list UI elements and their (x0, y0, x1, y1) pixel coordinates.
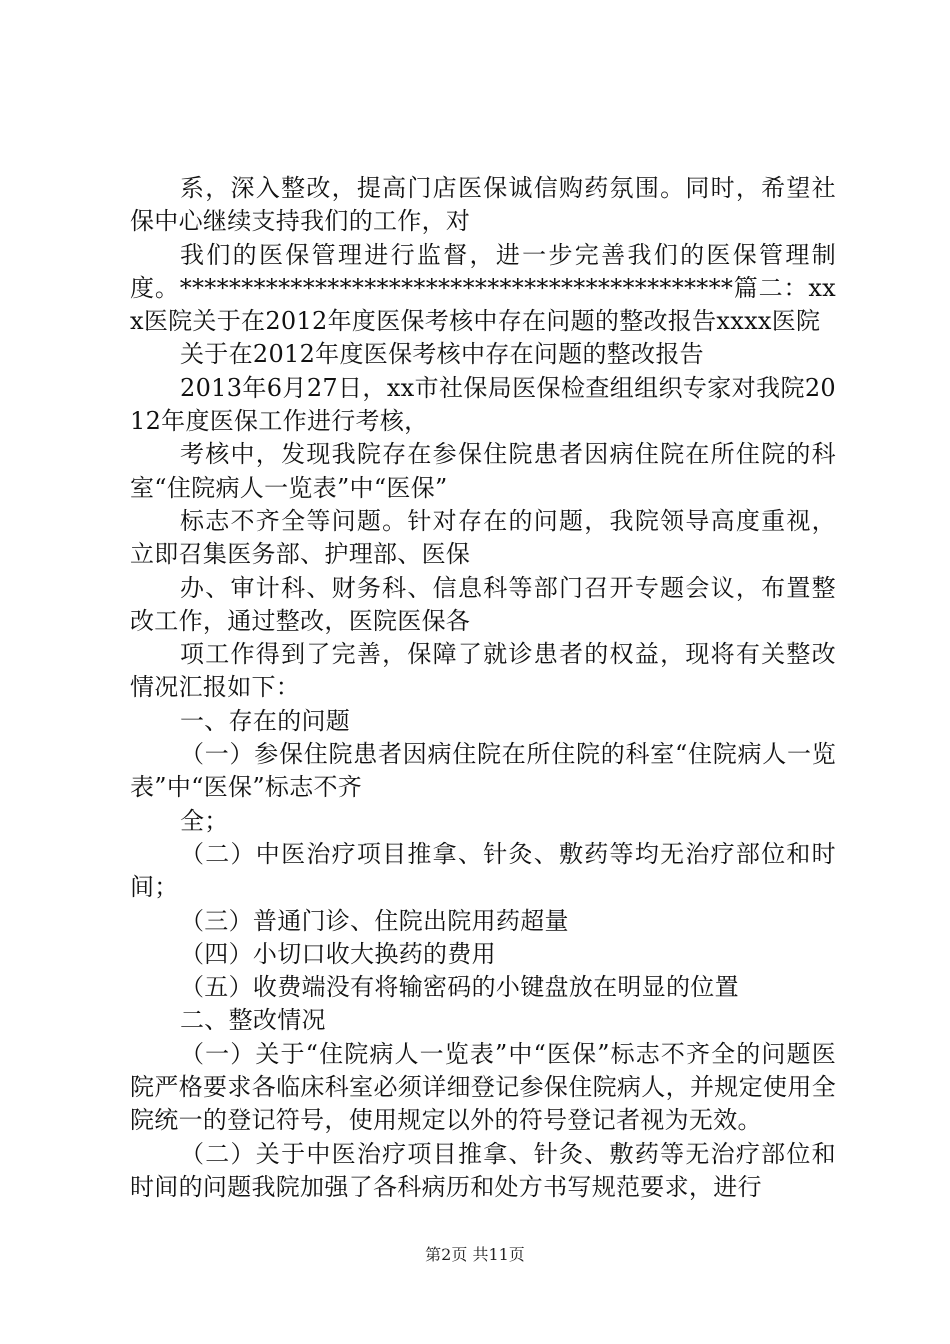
section-heading: 一、存在的问题 (180, 706, 351, 735)
paragraph: 2013年6月27日，xx市社保局医保检查组组织专家对我院2012年度医保工作进行考核， (130, 373, 836, 436)
paragraph: 系，深入整改，提高门店医保诚信购药氛围。同时，希望社保中心继续支持我们的工作，对 (130, 174, 836, 236)
list-item: （三）普通门诊、住院出院用药超量 (180, 906, 569, 935)
paragraph: 我们的医保管理进行监督，进一步完善我们的医保管理制度。*********************************************篇二：xxx医院关于在2012年度医保考核中存在问题的整改报告xxxx医院 (130, 240, 836, 336)
list-item: （一）关于“住院病人一览表”中“医保”标志不齐全的问题医院严格要求各临床科室必须详细登记参保住院病人，并规定使用全院统一的登记符号，使用规定以外的符号登记者视为无效。 (130, 1039, 836, 1135)
list-item: （二）关于中医治疗项目推拿、针灸、敷药等无治疗部位和时间的问题我院加强了各科病历和处方书写规范要求，进行 (130, 1139, 836, 1201)
list-item: （二）中医治疗项目推拿、针灸、敷药等均无治疗部位和时间； (130, 839, 836, 902)
list-item: （四）小切口收大换药的费用 (180, 939, 496, 968)
paragraph: 标志不齐全等问题。针对存在的问题，我院领导高度重视，立即召集医务部、护理部、医保 (130, 506, 836, 569)
page-number-label: 第2页 共11页 (425, 1245, 525, 1264)
list-item-continuation: 全； (180, 806, 229, 835)
paragraph: 关于在2012年度医保考核中存在问题的整改报告 (180, 340, 704, 369)
paragraph: 办、审计科、财务科、信息科等部门召开专题会议，布置整改工作，通过整改，医院医保各 (130, 573, 836, 635)
section-heading: 二、整改情况 (180, 1006, 326, 1035)
paragraph: 考核中，发现我院存在参保住院患者因病住院在所住院的科室“住院病人一览表”中“医保” (130, 440, 836, 502)
page-footer (0, 1245, 950, 1265)
list-item: （五）收费端没有将输密码的小键盘放在明显的位置 (180, 973, 739, 1002)
list-item: （一）参保住院患者因病住院在所住院的科室“住院病人一览表”中“医保”标志不齐 (130, 740, 836, 802)
paragraph: 项工作得到了完善，保障了就诊患者的权益，现将有关整改情况汇报如下： (130, 640, 836, 702)
document-body (130, 172, 836, 1204)
